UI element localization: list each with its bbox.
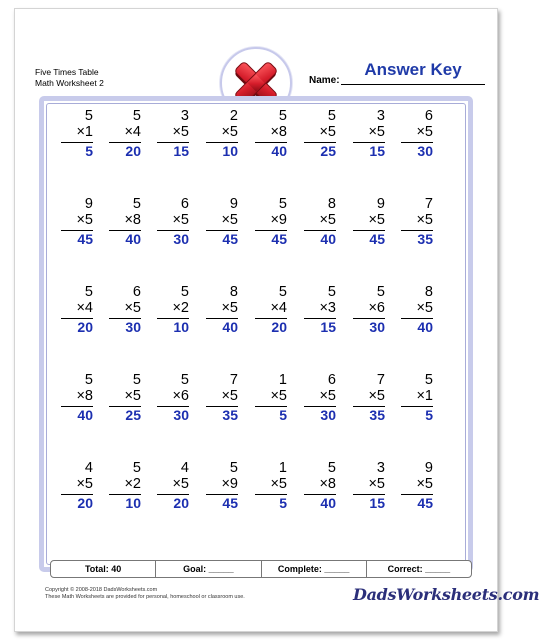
problem [255,197,287,247]
problem-top-number: 5 [132,196,141,212]
problem-top-number: 5 [180,372,189,388]
problem [353,109,385,159]
problem-top-number: 5 [327,108,336,124]
problem [157,197,189,247]
problem-answer: 30 [125,319,141,335]
problem-answer: 45 [222,231,238,247]
problem-multiplier: ×1 [76,124,93,140]
problem-top-number: 1 [278,372,287,388]
problem-multiplier: ×5 [319,212,336,228]
problem [157,285,189,335]
problem-multiplier: ×6 [172,388,189,404]
problem [109,197,141,247]
problem-top-number: 9 [424,460,433,476]
problem-multiplier: ×9 [270,212,287,228]
problem-multiplier: ×8 [270,124,287,140]
problem-multiplier: ×5 [416,212,433,228]
problem [206,461,238,511]
problem-answer: 45 [369,231,385,247]
problem-answer: 45 [271,231,287,247]
problem-answer: 15 [173,143,189,159]
problem-top-number: 5 [278,108,287,124]
problem-answer: 30 [417,143,433,159]
problem-multiplier: ×8 [319,476,336,492]
problem-top-number: 5 [229,460,238,476]
problem-top-number: 5 [84,372,93,388]
problem-answer: 40 [77,407,93,423]
problem-top-number: 7 [229,372,238,388]
problem-answer: 5 [85,143,93,159]
problem-multiplier: ×4 [124,124,141,140]
problem-answer: 35 [417,231,433,247]
problem-top-number: 3 [180,108,189,124]
problem-multiplier: ×5 [319,124,336,140]
problem [304,373,336,423]
problem-top-number: 9 [84,196,93,212]
copyright-line-1: Copyright © 2008-2018 DadsWorksheets.com [45,587,158,593]
problem-multiplier: ×5 [416,476,433,492]
title-line-1: Five Times Table [35,67,99,77]
problem [61,197,93,247]
problem-multiplier: ×5 [270,476,287,492]
problem-top-number: 8 [327,196,336,212]
problem [304,461,336,511]
problem [206,285,238,335]
problem [206,373,238,423]
problem-multiplier: ×5 [416,300,433,316]
problem [61,109,93,159]
problem [109,461,141,511]
correct-cell: Correct: _____ [387,564,451,574]
problem-answer: 25 [125,407,141,423]
problem-top-number: 5 [132,372,141,388]
problem-multiplier: ×5 [172,212,189,228]
problem-answer: 15 [369,143,385,159]
name-line [341,84,485,85]
problem-top-number: 5 [424,372,433,388]
problem-top-number: 3 [376,108,385,124]
problem-answer: 20 [77,495,93,511]
total-cell: Total: 40 [51,561,156,577]
brand-logo: DadsWorksheets.com [353,585,539,604]
complete-cell: Complete: _____ [262,561,367,577]
problem-answer: 10 [125,495,141,511]
problem-multiplier: ×2 [124,476,141,492]
problem-top-number: 8 [424,284,433,300]
problem [61,285,93,335]
problem-multiplier: ×5 [368,124,385,140]
score-bar [50,560,472,578]
problem-answer: 25 [320,143,336,159]
copyright-notice [45,587,245,601]
problem [353,197,385,247]
problem-multiplier: ×9 [221,476,238,492]
name-label: Name: [309,75,340,86]
problem-answer: 45 [77,231,93,247]
problem-answer: 10 [173,319,189,335]
problem-multiplier: ×5 [76,476,93,492]
problem [353,461,385,511]
problem-top-number: 5 [84,284,93,300]
problem-top-number: 2 [229,108,238,124]
problem [157,373,189,423]
problem-multiplier: ×4 [76,300,93,316]
problem-top-number: 5 [132,460,141,476]
problem [157,461,189,511]
problem-answer: 35 [369,407,385,423]
goal-cell: Goal: _____ [156,561,261,577]
problem-answer: 10 [222,143,238,159]
problem-top-number: 9 [229,196,238,212]
problem-answer: 5 [279,407,287,423]
problem-multiplier: ×5 [270,388,287,404]
problem [401,373,433,423]
problem-top-number: 9 [376,196,385,212]
problem-top-number: 7 [424,196,433,212]
problem-top-number: 5 [327,284,336,300]
problem-multiplier: ×5 [368,476,385,492]
title-line-2: Math Worksheet 2 [35,78,104,88]
problem-multiplier: ×5 [76,212,93,228]
problem-top-number: 6 [424,108,433,124]
problem [304,285,336,335]
problem [157,109,189,159]
problem-answer: 15 [320,319,336,335]
problem-top-number: 4 [84,460,93,476]
problem-multiplier: ×2 [172,300,189,316]
worksheet-page [14,8,539,632]
problem [401,285,433,335]
problem [109,373,141,423]
problem [401,461,433,511]
problem-answer: 35 [222,407,238,423]
problem-answer: 5 [425,407,433,423]
worksheet-title [35,67,104,89]
problem-top-number: 4 [180,460,189,476]
problem [255,109,287,159]
problem-answer: 20 [173,495,189,511]
problem-answer: 40 [125,231,141,247]
problem-answer: 40 [417,319,433,335]
problem-top-number: 1 [278,460,287,476]
problem-multiplier: ×5 [416,124,433,140]
problem-answer: 45 [417,495,433,511]
problem-top-number: 6 [180,196,189,212]
problem-multiplier: ×5 [221,300,238,316]
answer-key-text: Answer Key [364,60,462,79]
problem [353,373,385,423]
problem [255,285,287,335]
problem [109,285,141,335]
problem [206,197,238,247]
problem-top-number: 6 [327,372,336,388]
problem-multiplier: ×5 [124,300,141,316]
problem-multiplier: ×5 [221,124,238,140]
problem-answer: 40 [271,143,287,159]
problem-top-number: 5 [180,284,189,300]
problem-multiplier: ×1 [416,388,433,404]
problem [109,109,141,159]
problem [401,109,433,159]
problem-multiplier: ×4 [270,300,287,316]
problem-top-number: 3 [376,460,385,476]
problem-top-number: 8 [229,284,238,300]
problem-top-number: 7 [376,372,385,388]
problem-top-number: 5 [278,284,287,300]
problem-multiplier: ×5 [221,388,238,404]
problem-answer: 30 [320,407,336,423]
problem [401,197,433,247]
problem [255,461,287,511]
problem-multiplier: ×5 [221,212,238,228]
problem-top-number: 5 [327,460,336,476]
problem-top-number: 5 [376,284,385,300]
problem-answer: 30 [173,231,189,247]
problem-answer: 40 [320,495,336,511]
problem [304,109,336,159]
problem-multiplier: ×5 [124,388,141,404]
problem-multiplier: ×3 [319,300,336,316]
problem-top-number: 6 [132,284,141,300]
problem-multiplier: ×8 [124,212,141,228]
problem-answer: 30 [173,407,189,423]
problem-top-number: 5 [278,196,287,212]
problem [353,285,385,335]
problem [61,461,93,511]
copyright-line-2: These Math Worksheets are provided for personal, homeschool or classroom use. [45,594,245,600]
problem-answer: 5 [279,495,287,511]
problem-top-number: 5 [84,108,93,124]
problem-multiplier: ×5 [172,124,189,140]
problem-answer: 20 [77,319,93,335]
problem-multiplier: ×5 [172,476,189,492]
problem-multiplier: ×5 [368,212,385,228]
problem-answer: 20 [271,319,287,335]
problem-answer: 30 [369,319,385,335]
problem-answer: 40 [320,231,336,247]
problem [61,373,93,423]
problem-answer: 40 [222,319,238,335]
problem-answer: 20 [125,143,141,159]
problem-top-number: 5 [132,108,141,124]
problem-multiplier: ×8 [76,388,93,404]
problem [304,197,336,247]
problem-multiplier: ×5 [368,388,385,404]
problem-multiplier: ×6 [368,300,385,316]
problem-answer: 45 [222,495,238,511]
problem-answer: 15 [369,495,385,511]
problem [255,373,287,423]
problem-multiplier: ×5 [319,388,336,404]
problem [206,109,238,159]
